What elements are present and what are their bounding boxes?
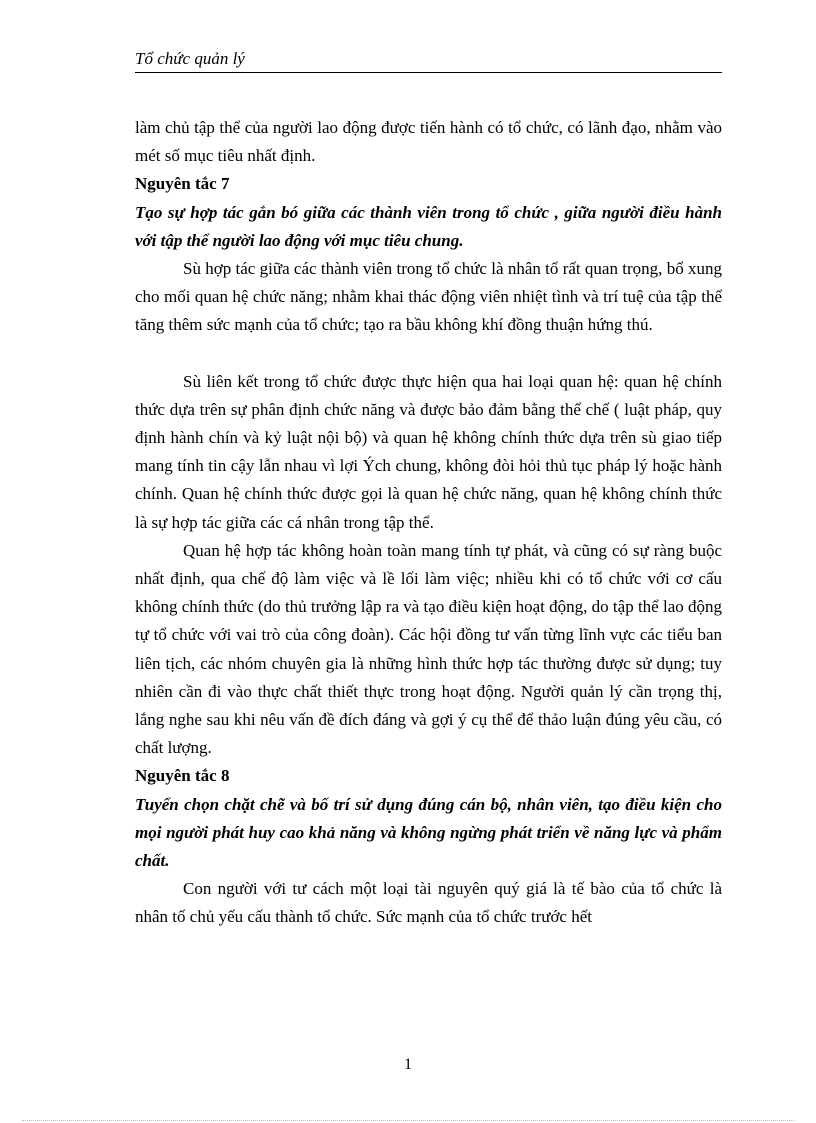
paragraph-spacer xyxy=(135,340,722,368)
paragraph-continuation: làm chủ tập thể của người lao động được tiến hành có tổ chức, có lãnh đạo, nhằm vào mét số mục tiêu nhất định. xyxy=(135,118,722,166)
heading-principle-7: Nguyên tắc 7 xyxy=(135,174,230,194)
principle-8-statement: Tuyển chọn chặt chẽ và bố trí sử dụng đúng cán bộ, nhân viên, tạo điều kiện cho mọi người phát huy cao khả năng và không ngừng phát triển về năng lực và phẩm chất. xyxy=(135,794,722,871)
document-body xyxy=(135,114,722,932)
page-header xyxy=(135,46,722,73)
header-title: Tổ chức quản lý xyxy=(135,49,245,68)
paragraph: Sù hợp tác giữa các thành viên trong tổ chức là nhân tố rất quan trọng, bổ xung cho mối quan hệ chức năng; nhằm khai thác động viên nhiệt tình và trí tuệ của tập thể tăng thêm sức mạnh của tổ chức; tạo ra bầu không khí đồng thuận hứng thú. xyxy=(135,259,722,335)
paragraph: Con người với tư cách một loại tài nguyên quý giá là tế bào của tổ chức là nhân tố chủ yếu cấu thành tổ chức. Sức mạnh của tổ chức trước hết xyxy=(135,879,722,927)
page-number: 1 xyxy=(404,1056,412,1073)
paragraph: Quan hệ hợp tác không hoàn toàn mang tính tự phát, và cũng có sự ràng buộc nhất định, qua chế độ làm việc và lề lối làm việc; nhiều khi có tổ chức với cơ cấu không chính thức (do thủ trưởng lập ra và tạo điều kiện hoạt động, do tập thể lao động tự tổ chức với vai trò của công đoàn). Các hội đồng tư vấn từng lĩnh vực các tiểu ban liên tịch, các nhóm chuyên gia là những hình thức hợp tác thường được sử dụng; tuy nhiên cần đi vào thực chất thiết thực trong hoạt động. Người quản lý cần trọng thị, lắng nghe sau khi nêu vấn đề đích đáng và gợi ý cụ thể để thảo luận đúng yêu cầu, có chất lượng. xyxy=(135,540,722,758)
heading-principle-8: Nguyên tắc 8 xyxy=(135,766,230,786)
principle-7-statement: Tạo sự hợp tác gắn bó giữa các thành viên trong tổ chức , giữa người điều hành với tập thể người lao động với mục tiêu chung. xyxy=(135,202,722,250)
paragraph: Sù liên kết trong tổ chức được thực hiện qua hai loại quan hệ: quan hệ chính thức dựa trên sự phân định chức năng và được bảo đảm bằng thể chế ( luật pháp, quy định hành chín và kỷ luật nội bộ) và quan hệ không chính thức dựa trên sù giao tiếp mang tính tin cậy lẫn nhau vì lợi Ých chung, không đòi hỏi thủ tục pháp lý hoặc hành chính. Quan hệ chính thức được gọi là quan hệ chức năng, quan hệ không chính thức là sự hợp tác giữa các cá nhân trong tập thể. xyxy=(135,371,722,532)
page-boundary-divider xyxy=(22,1120,794,1121)
